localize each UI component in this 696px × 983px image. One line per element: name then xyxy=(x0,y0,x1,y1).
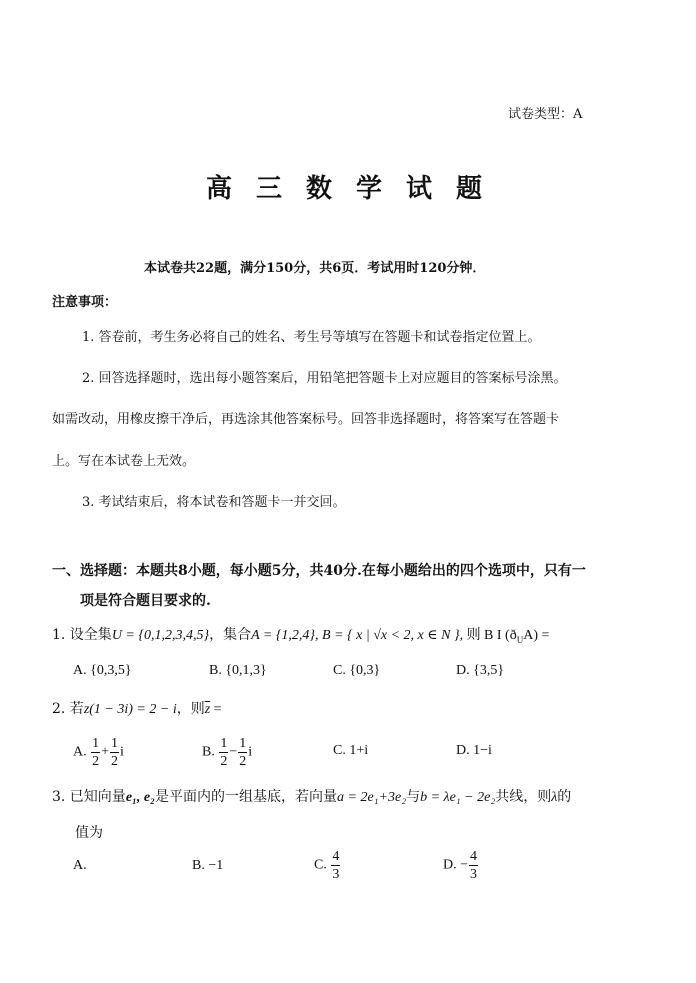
denominator: 2 xyxy=(111,754,119,769)
q3-vector-a: a = 2e₁+3e₂ xyxy=(337,790,407,805)
notice-item-2-line-3: 上。写在本试卷上无效。 xyxy=(52,454,196,469)
q2-option-a-frac-2 xyxy=(110,735,119,770)
q1-set-a: A = {1,2,4} xyxy=(251,628,316,643)
q2-option-b-frac-2 xyxy=(238,735,247,770)
notice-item-1: 1. 答卷前，考生务必将自己的姓名、考生号等填写在答题卡和试卷指定位置上。 xyxy=(82,330,541,345)
q1-option-d: D. {3,5} xyxy=(456,663,505,678)
section-1-heading-line-2: 项是符合题目要求的. xyxy=(80,593,211,609)
q3-option-c xyxy=(314,848,341,883)
imaginary-unit: i xyxy=(120,744,124,760)
q1-ask: , 则 B I (ð xyxy=(459,628,517,643)
q2-equation: z(1 − 3i) = 2 − i xyxy=(83,702,177,717)
q1-mid: ，集合 xyxy=(209,627,252,643)
q1-option-b: B. {0,1,3} xyxy=(209,663,267,678)
q2-option-a-label: A. xyxy=(73,744,87,760)
denominator: 3 xyxy=(332,867,340,882)
q2-option-c: C. 1+i xyxy=(333,743,369,758)
q1-universal-set: U = {0,1,2,3,4,5} xyxy=(111,628,210,643)
q3-vector-b: b = λe₁ − 2e₂ xyxy=(420,790,496,805)
notice-item-2-line-1: 2. 回答选择题时，选出每小题答案后，用铅笔把答题卡上对应题目的答案标号涂黑。 xyxy=(82,371,567,386)
numerator: 1 xyxy=(220,736,228,751)
q2-option-a-frac-1 xyxy=(91,735,100,770)
numerator: 4 xyxy=(470,849,478,864)
numerator: 1 xyxy=(111,736,119,751)
denominator: 3 xyxy=(470,867,478,882)
question-3-line-2: 值为 xyxy=(75,825,103,841)
question-2 xyxy=(52,698,222,718)
q3-prefix: 3. 已知向量 xyxy=(52,789,126,805)
q3-option-d-label: D. − xyxy=(443,857,469,873)
question-1 xyxy=(52,624,549,645)
section-1-heading-line-1: 一、选择题：本题共8小题，每小题5分，共40分.在每小题给出的四个选项中，只有一 xyxy=(52,563,586,579)
q3-option-c-label: C. xyxy=(314,857,327,873)
exam-summary: 本试卷共22题，满分150分，共6页．考试用时120分钟． xyxy=(144,261,486,276)
q1-option-c: C. {0,3} xyxy=(333,663,381,678)
question-3 xyxy=(52,786,571,806)
q3-option-d xyxy=(443,848,479,883)
notice-heading: 注意事项： xyxy=(52,295,118,310)
q2-prefix: 2. 若 xyxy=(52,701,84,717)
q1-prefix: 1. 设全集 xyxy=(52,627,112,643)
q3-with: 与 xyxy=(406,789,421,805)
q1-ask-subscript: U xyxy=(516,634,524,645)
q3-option-d-fraction xyxy=(469,848,478,883)
notice-item-2-line-2: 如需改动，用橡皮擦干净后，再选涂其他答案标号。回答非选择题时，将答案写在答题卡 xyxy=(52,412,560,427)
q1-ask-end: A) = xyxy=(523,628,550,643)
q3-mid: 是平面内的一组基底，若向量 xyxy=(155,789,338,805)
q2-equals: = xyxy=(210,702,222,717)
q2-ask: ，则 xyxy=(176,701,205,717)
denominator: 2 xyxy=(220,754,228,769)
q3-option-b: B. −1 xyxy=(192,858,224,873)
page-title: 高三数学试题 xyxy=(206,174,507,204)
denominator: 2 xyxy=(92,754,100,769)
q2-option-d: D. 1−i xyxy=(456,743,492,758)
operator: − xyxy=(229,744,238,760)
q2-option-b-label: B. xyxy=(202,744,215,760)
operator: + xyxy=(101,744,110,760)
q3-end-2: 的 xyxy=(557,789,572,805)
q3-end: 共线，则 xyxy=(495,789,552,805)
q2-option-b xyxy=(202,735,252,770)
q3-lambda: λ xyxy=(551,790,558,805)
numerator: 1 xyxy=(239,736,247,751)
q2-option-b-frac-1 xyxy=(219,735,228,770)
q3-basis-vectors: e₁, e₂ xyxy=(125,790,156,805)
q1-set-b: , B = { x | √x < 2, x ∈ N } xyxy=(315,628,460,643)
q3-option-c-fraction xyxy=(331,848,340,883)
q2-option-a xyxy=(73,735,124,770)
denominator: 2 xyxy=(239,754,247,769)
imaginary-unit: i xyxy=(248,744,253,760)
q1-option-a: A. {0,3,5} xyxy=(73,663,132,678)
notice-item-3: 3. 考试结束后，将本试卷和答题卡一并交回。 xyxy=(82,495,346,510)
numerator: 1 xyxy=(92,736,100,751)
q2-conjugate: $\overline{z}$ xyxy=(204,702,211,717)
paper-type-label: 试卷类型：A xyxy=(508,107,583,122)
numerator: 4 xyxy=(332,849,340,864)
q3-option-a: A. xyxy=(73,858,87,873)
